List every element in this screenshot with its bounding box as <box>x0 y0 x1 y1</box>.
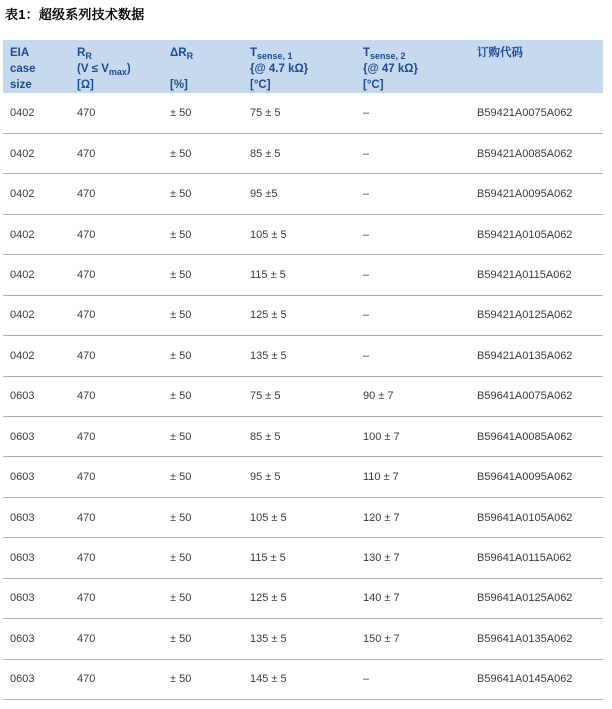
cell-ordering-code: B59421A0105A062 <box>470 214 603 254</box>
table-title: 表1：超级系列技术数据 <box>5 7 145 22</box>
cell-tsense1: 85 ± 5 <box>243 133 356 173</box>
cell-tsense1: 95 ±5 <box>243 174 356 214</box>
cell-eia-case-size: 0402 <box>3 93 70 133</box>
cell-ordering-code: B59421A0115A062 <box>470 255 603 295</box>
cell-delta-rr: ± 50 <box>163 578 243 618</box>
cell-rr: 470 <box>70 214 163 254</box>
header-subscript: R <box>186 51 194 61</box>
cell-tsense2: – <box>356 659 470 699</box>
cell-eia-case-size: 0603 <box>3 497 70 537</box>
header-text: {@ 47 kΩ} <box>363 63 418 75</box>
cell-tsense1: 135 ± 5 <box>243 336 356 376</box>
cell-tsense1: 75 ± 5 <box>243 376 356 416</box>
cell-tsense2: – <box>356 133 470 173</box>
header-text: [°C] <box>250 79 271 91</box>
cell-rr: 470 <box>70 295 163 335</box>
cell-rr: 470 <box>70 336 163 376</box>
cell-tsense1: 95 ± 5 <box>243 457 356 497</box>
cell-ordering-code: B59641A0135A062 <box>470 619 603 659</box>
cell-tsense1: 125 ± 5 <box>243 578 356 618</box>
column-header-delta-rr <box>163 40 243 93</box>
header-text: size <box>10 79 32 91</box>
table-body <box>3 93 603 700</box>
header-text: [Ω] <box>77 79 94 91</box>
table-header-row <box>3 40 603 93</box>
cell-tsense1: 105 ± 5 <box>243 497 356 537</box>
header-text: T <box>363 47 371 59</box>
header-subscript: sense, 1 <box>257 51 293 61</box>
table-row <box>3 93 603 133</box>
header-text: case <box>10 63 36 75</box>
cell-tsense2: 100 ± 7 <box>356 417 470 457</box>
cell-eia-case-size: 0603 <box>3 538 70 578</box>
cell-eia-case-size: 0402 <box>3 214 70 254</box>
header-text: [%] <box>170 79 188 91</box>
cell-rr: 470 <box>70 417 163 457</box>
cell-eia-case-size: 0402 <box>3 174 70 214</box>
cell-delta-rr: ± 50 <box>163 295 243 335</box>
table-row <box>3 295 603 335</box>
cell-tsense1: 85 ± 5 <box>243 417 356 457</box>
cell-eia-case-size: 0603 <box>3 376 70 416</box>
technical-data-table <box>3 40 603 700</box>
cell-tsense1: 75 ± 5 <box>243 93 356 133</box>
cell-delta-rr: ± 50 <box>163 497 243 537</box>
header-line <box>170 61 243 77</box>
table-row <box>3 578 603 618</box>
table-row <box>3 255 603 295</box>
cell-rr: 470 <box>70 578 163 618</box>
header-line <box>10 61 70 77</box>
header-text: EIA <box>10 47 30 59</box>
cell-rr: 470 <box>70 457 163 497</box>
cell-delta-rr: ± 50 <box>163 133 243 173</box>
header-text: 订购代码 <box>477 47 523 59</box>
cell-tsense1: 105 ± 5 <box>243 214 356 254</box>
header-text: T <box>250 47 258 59</box>
header-line <box>170 77 243 93</box>
table-row <box>3 619 603 659</box>
cell-tsense2: – <box>356 336 470 376</box>
column-header-tsense1 <box>243 40 356 93</box>
header-line <box>10 45 70 61</box>
header-text: ) <box>126 63 131 75</box>
cell-eia-case-size: 0603 <box>3 417 70 457</box>
cell-tsense2: – <box>356 255 470 295</box>
cell-delta-rr: ± 50 <box>163 457 243 497</box>
table-row <box>3 336 603 376</box>
cell-delta-rr: ± 50 <box>163 417 243 457</box>
cell-rr: 470 <box>70 538 163 578</box>
header-subscript: max <box>108 67 127 77</box>
cell-tsense2: 90 ± 7 <box>356 376 470 416</box>
header-line <box>10 77 70 93</box>
cell-tsense2: – <box>356 174 470 214</box>
cell-eia-case-size: 0603 <box>3 578 70 618</box>
cell-tsense1: 125 ± 5 <box>243 295 356 335</box>
header-line <box>250 77 356 93</box>
cell-rr: 470 <box>70 93 163 133</box>
header-text: {@ 4.7 kΩ} <box>250 63 309 75</box>
table-row <box>3 538 603 578</box>
table-row <box>3 659 603 699</box>
header-text: R <box>77 47 86 59</box>
header-line <box>77 77 163 93</box>
cell-eia-case-size: 0402 <box>3 336 70 376</box>
cell-eia-case-size: 0603 <box>3 457 70 497</box>
cell-delta-rr: ± 50 <box>163 255 243 295</box>
table-row <box>3 214 603 254</box>
cell-eia-case-size: 0402 <box>3 133 70 173</box>
table-row <box>3 174 603 214</box>
header-line <box>363 61 470 77</box>
cell-ordering-code: B59641A0145A062 <box>470 659 603 699</box>
cell-tsense1: 115 ± 5 <box>243 255 356 295</box>
table-row <box>3 497 603 537</box>
cell-rr: 470 <box>70 255 163 295</box>
header-line <box>77 61 163 77</box>
cell-tsense2: 110 ± 7 <box>356 457 470 497</box>
cell-rr: 470 <box>70 619 163 659</box>
cell-ordering-code: B59421A0135A062 <box>470 336 603 376</box>
cell-delta-rr: ± 50 <box>163 214 243 254</box>
header-line <box>250 61 356 77</box>
header-line <box>170 45 243 61</box>
cell-ordering-code: B59641A0085A062 <box>470 417 603 457</box>
cell-delta-rr: ± 50 <box>163 174 243 214</box>
cell-tsense1: 135 ± 5 <box>243 619 356 659</box>
header-line <box>363 45 470 61</box>
cell-rr: 470 <box>70 659 163 699</box>
cell-tsense2: – <box>356 93 470 133</box>
cell-ordering-code: B59421A0075A062 <box>470 93 603 133</box>
column-header-tsense2 <box>356 40 470 93</box>
cell-ordering-code: B59641A0075A062 <box>470 376 603 416</box>
cell-delta-rr: ± 50 <box>163 659 243 699</box>
cell-tsense2: 150 ± 7 <box>356 619 470 659</box>
cell-delta-rr: ± 50 <box>163 93 243 133</box>
cell-ordering-code: B59421A0095A062 <box>470 174 603 214</box>
table-row <box>3 457 603 497</box>
header-text: (V ≤ V <box>77 63 109 75</box>
cell-eia-case-size: 0603 <box>3 659 70 699</box>
cell-tsense2: 140 ± 7 <box>356 578 470 618</box>
cell-tsense2: 120 ± 7 <box>356 497 470 537</box>
table-row <box>3 417 603 457</box>
header-text: [°C] <box>363 79 384 91</box>
column-header-rr <box>70 40 163 93</box>
cell-eia-case-size: 0603 <box>3 619 70 659</box>
table-row <box>3 376 603 416</box>
cell-tsense1: 145 ± 5 <box>243 659 356 699</box>
header-text: ΔR <box>170 47 187 59</box>
header-line <box>250 45 356 61</box>
column-header-eia-case-size <box>3 40 70 93</box>
cell-rr: 470 <box>70 497 163 537</box>
header-line <box>77 45 163 61</box>
cell-tsense2: – <box>356 295 470 335</box>
cell-rr: 470 <box>70 174 163 214</box>
cell-rr: 470 <box>70 376 163 416</box>
header-subscript: sense, 2 <box>370 51 406 61</box>
cell-eia-case-size: 0402 <box>3 295 70 335</box>
cell-delta-rr: ± 50 <box>163 538 243 578</box>
cell-ordering-code: B59421A0125A062 <box>470 295 603 335</box>
table-row <box>3 133 603 173</box>
cell-tsense2: 130 ± 7 <box>356 538 470 578</box>
cell-rr: 470 <box>70 133 163 173</box>
column-header-ordering-code <box>470 40 603 93</box>
cell-ordering-code: B59641A0105A062 <box>470 497 603 537</box>
cell-eia-case-size: 0402 <box>3 255 70 295</box>
header-line <box>363 77 470 93</box>
cell-tsense2: – <box>356 214 470 254</box>
header-line <box>477 45 603 61</box>
cell-delta-rr: ± 50 <box>163 376 243 416</box>
cell-tsense1: 115 ± 5 <box>243 538 356 578</box>
header-subscript: R <box>85 51 92 61</box>
cell-ordering-code: B59641A0115A062 <box>470 538 603 578</box>
cell-ordering-code: B59641A0125A062 <box>470 578 603 618</box>
cell-delta-rr: ± 50 <box>163 619 243 659</box>
cell-delta-rr: ± 50 <box>163 336 243 376</box>
cell-ordering-code: B59641A0095A062 <box>470 457 603 497</box>
cell-ordering-code: B59421A0085A062 <box>470 133 603 173</box>
